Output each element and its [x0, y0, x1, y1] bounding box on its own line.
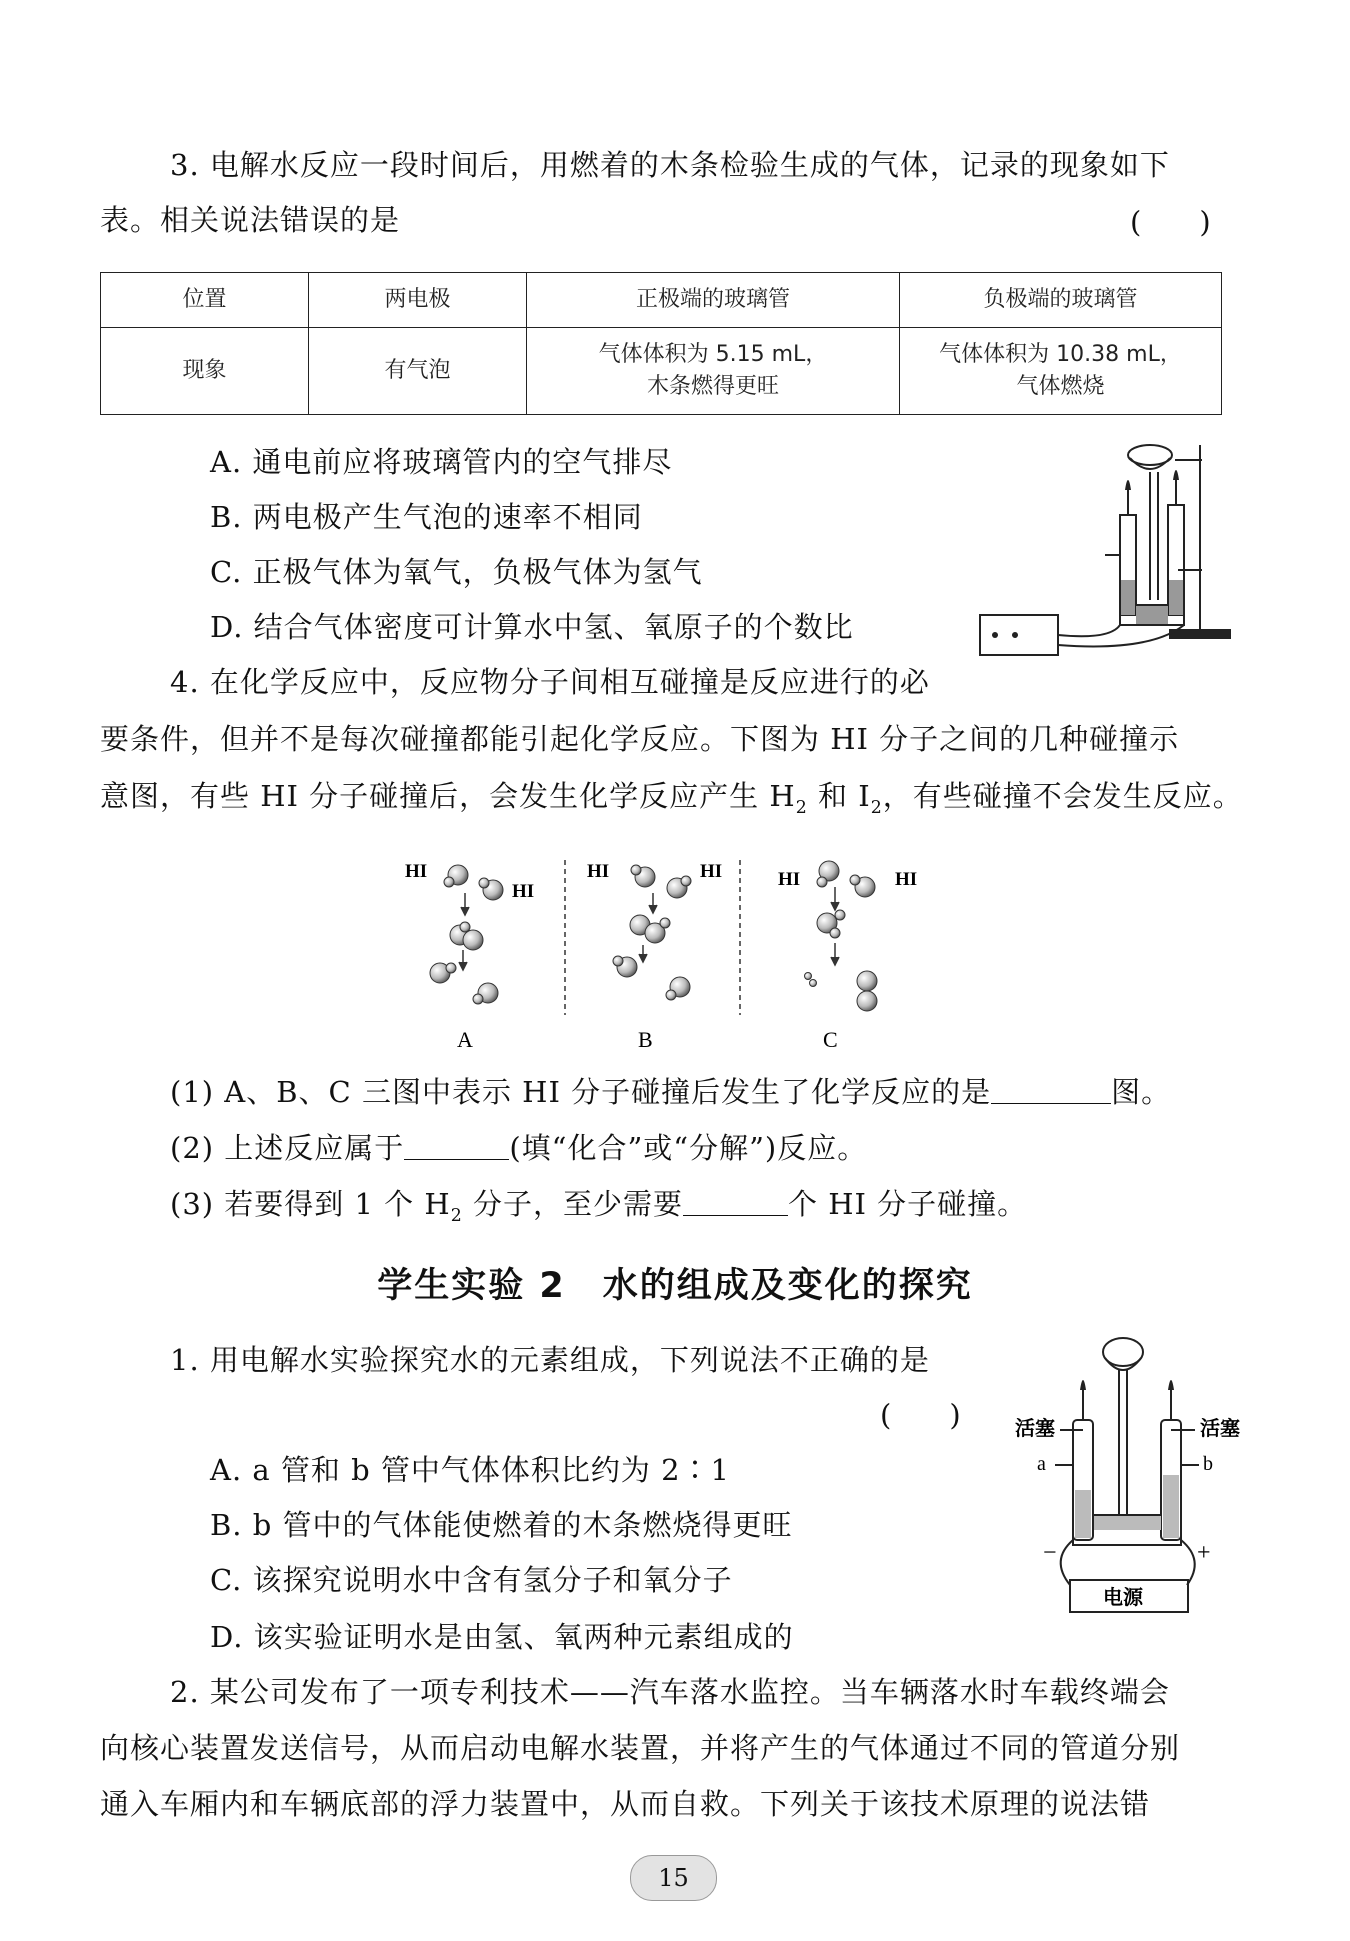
table-cell: 现象 — [101, 328, 309, 415]
subscript: 2 — [870, 797, 883, 818]
table-cell — [900, 328, 1222, 415]
panel-label-c: C — [823, 1027, 838, 1052]
subscript: 2 — [450, 1205, 463, 1226]
q4-sub3-text: 个 HI 分子碰撞。 — [788, 1187, 1028, 1221]
hofmann-apparatus-figure — [1015, 1330, 1250, 1615]
hi-collision-diagram — [395, 855, 955, 1055]
molecules-a — [430, 865, 503, 1004]
e2-line3: 通入车厢内和车辆底部的浮力装置中，从而自救。下列关于该技术原理的说法错 — [100, 1787, 1151, 1821]
q4-line3-text: 意图，有些 HI 分子碰撞后，会发生化学反应产生 H — [100, 779, 796, 813]
answer-blank[interactable] — [404, 1131, 509, 1160]
electrolysis-apparatus-figure — [970, 430, 1235, 660]
section-title: 学生实验 2 水的组成及变化的探究 — [377, 1266, 973, 1306]
q4-sub1 — [170, 1072, 1171, 1112]
panel-label-a: A — [457, 1027, 473, 1052]
hi-label: HI — [778, 869, 801, 890]
cell-line: 气体体积为 5.15 mL， — [598, 342, 828, 367]
q4-sub2-text: (填“化合”或“分解”)反应。 — [509, 1131, 868, 1165]
tube-a-label: a — [1037, 1453, 1046, 1475]
e1-answer-paren: ( ) — [880, 1398, 961, 1432]
e1-option-a: A. a 管和 b 管中气体体积比约为 2∶1 — [210, 1453, 731, 1487]
q4-sub3-text: (3) 若要得到 1 个 H — [170, 1187, 451, 1221]
table-header-cell: 两电极 — [309, 273, 527, 328]
subscript: 2 — [795, 797, 808, 818]
q4-line2: 要条件，但并不是每次碰撞都能引起化学反应。下图为 HI 分子之间的几种碰撞示 — [100, 722, 1180, 756]
molecules-b — [613, 865, 691, 1000]
q3-answer-paren: ( ) — [1130, 205, 1211, 239]
page-number: 15 — [630, 1855, 717, 1901]
q4-line1: 4. 在化学反应中，反应物分子间相互碰撞是反应进行的必 — [170, 665, 930, 699]
cell-line: 气体体积为 10.38 mL， — [939, 342, 1182, 367]
table-cell — [527, 328, 900, 415]
q4-sub2 — [170, 1128, 867, 1168]
answer-blank[interactable] — [683, 1187, 788, 1216]
table-header-cell: 负极端的玻璃管 — [900, 273, 1222, 328]
table-row — [101, 328, 1222, 415]
hi-label: HI — [700, 861, 723, 882]
q3-option-d: D. 结合气体密度可计算水中氢、氧原子的个数比 — [210, 610, 854, 644]
hi-label: HI — [895, 869, 918, 890]
hi-label: HI — [587, 861, 610, 882]
q3-stem-line2: 表。相关说法错误的是 — [100, 203, 401, 237]
e1-option-c: C. 该探究说明水中含有氢分子和氧分子 — [210, 1563, 733, 1597]
panel-label-b: B — [638, 1027, 653, 1052]
q4-sub3-text: 分子，至少需要 — [462, 1187, 683, 1221]
q3-stem-line1: 3. 电解水反应一段时间后，用燃着的木条检验生成的气体，记录的现象如下 — [170, 148, 1170, 182]
e2-line2: 向核心装置发送信号，从而启动电解水装置，并将产生的气体通过不同的管道分别 — [100, 1731, 1181, 1765]
q4-sub3 — [170, 1184, 1027, 1236]
answer-blank[interactable] — [991, 1075, 1111, 1104]
q3-option-a: A. 通电前应将玻璃管内的空气排尽 — [210, 445, 673, 479]
table-header-row — [101, 273, 1222, 328]
q4-line3-text: ，有些碰撞不会发生反应。 — [882, 779, 1243, 813]
plus-terminal-label: + — [1197, 1540, 1211, 1566]
power-source-label: 电源 — [1103, 1587, 1143, 1609]
cell-line: 木条燃得更旺 — [646, 374, 779, 399]
cell-line: 气体燃烧 — [1016, 374, 1105, 399]
e1-option-b: B. b 管中的气体能使燃着的木条燃烧得更旺 — [210, 1508, 793, 1542]
stopcock-right-label: 活塞 — [1200, 1418, 1240, 1440]
hi-label: HI — [405, 861, 428, 882]
q4-sub1-text: 图。 — [1111, 1075, 1172, 1109]
observation-table — [100, 272, 1222, 415]
table-header-cell: 正极端的玻璃管 — [527, 273, 900, 328]
q3-option-c: C. 正极气体为氧气，负极气体为氢气 — [210, 555, 703, 589]
hi-label: HI — [512, 881, 535, 902]
table-cell: 有气泡 — [309, 328, 527, 415]
molecules-c — [805, 861, 878, 1011]
q4-line3 — [100, 776, 1243, 828]
e1-option-d: D. 该实验证明水是由氢、氧两种元素组成的 — [210, 1620, 794, 1654]
q3-option-b: B. 两电极产生气泡的速率不相同 — [210, 500, 643, 534]
e1-stem: 1. 用电解水实验探究水的元素组成，下列说法不正确的是 — [170, 1343, 930, 1377]
stopcock-left-label: 活塞 — [1015, 1418, 1055, 1440]
e2-line1: 2. 某公司发布了一项专利技术——汽车落水监控。当车辆落水时车载终端会 — [170, 1675, 1170, 1709]
q4-sub1-text: (1) A、B、C 三图中表示 HI 分子碰撞后发生了化学反应的是 — [170, 1075, 992, 1109]
minus-terminal-label: − — [1043, 1540, 1057, 1566]
table-header-cell: 位置 — [101, 273, 309, 328]
q4-sub2-text: (2) 上述反应属于 — [170, 1131, 405, 1165]
q4-line3-text: 和 I — [807, 779, 871, 813]
tube-b-label: b — [1203, 1453, 1213, 1475]
